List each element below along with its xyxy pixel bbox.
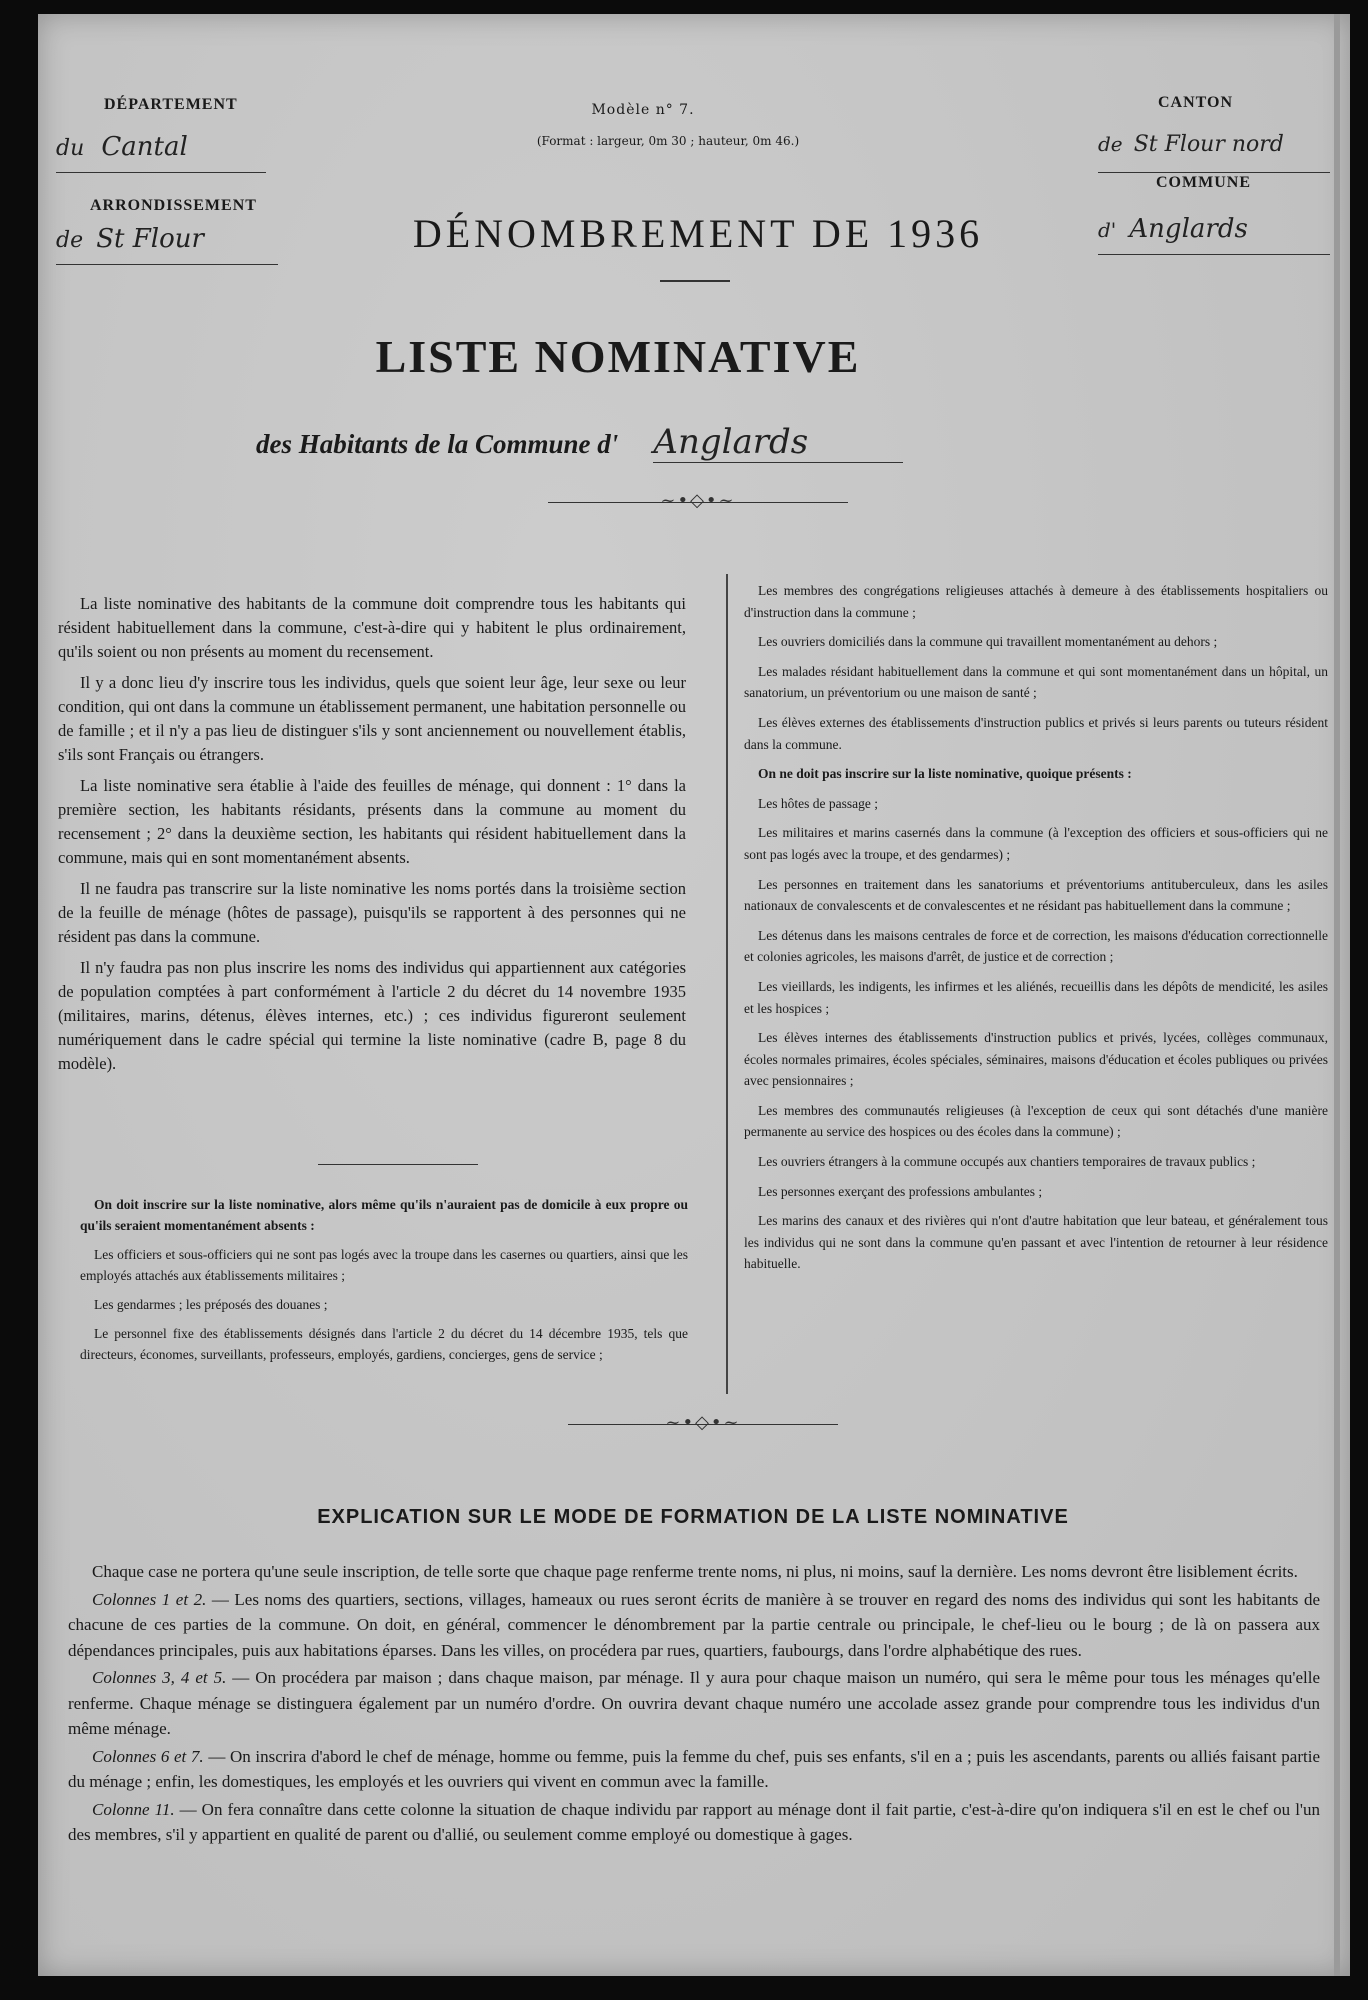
- explication-item: [68, 1797, 1320, 1848]
- explication-item-text: — On procédera par maison ; dans chaque maison, par ménage. Il y aura pour chaque maison un numéro, qui sera le même pour tous les ménages qu'elle renferme. Chaque ménage se distinguera également par un numéro d'ordre. On ouvrira devant chaque numéro une accolade assez grande pour comprendre tous les individus d'un même ménage.: [68, 1668, 1320, 1738]
- left-small-paragraph: Les gendarmes ; les préposés des douanes ;: [94, 1297, 328, 1312]
- title-underline: [660, 280, 730, 282]
- left-column-main: [58, 592, 686, 1083]
- right-paragraph: Les malades résidant habituellement dans la commune et qui sont momentanément dans un hôpital, un sanatorium, un préventorium ou une maison de santé ;: [744, 663, 1328, 701]
- right-paragraph: Les ouvriers étrangers à la commune occupés aux chantiers temporaires de travaux publics ;: [758, 1154, 1256, 1170]
- format-note: (Format : largeur, 0m 30 ; hauteur, 0m 46.): [536, 134, 800, 148]
- departement-value: Cantal: [101, 132, 188, 162]
- explication-item-label: Colonnes 3, 4 et 5.: [92, 1668, 227, 1687]
- right-paragraph: Les membres des communautés religieuses (à l'exception de ceux qui sont détachés d'une manière permanente au service des hospices ou des écoles dans la commune) ;: [744, 1102, 1328, 1140]
- explication-item: [68, 1665, 1320, 1742]
- explication-body: [68, 1559, 1320, 1850]
- page-edge: [1334, 14, 1340, 1976]
- subtitle-commune: Anglards: [653, 422, 903, 463]
- column-divider: [726, 574, 728, 1394]
- left-paragraph: Il ne faudra pas transcrire sur la liste nominative les noms portés dans la troisième section de la feuille de ménage (hôtes de passage), puisqu'ils se rapportent à des personnes qui ne résident pas dans la commune.: [58, 879, 686, 946]
- main-title: DÉNOMBREMENT DE 1936: [412, 211, 984, 256]
- explication-item-text: — On inscrira d'abord le chef de ménage, homme ou femme, puis la femme du chef, puis ses enfants, s'il en a ; puis les ascendants, parents ou alliés faisant partie du ménage ; enfin, les domestiques, les employés et les ouvriers qui vivent en commun avec la famille.: [68, 1746, 1320, 1791]
- left-paragraph: Il n'y faudra pas non plus inscrire les noms des individus qui appartiennent aux catégories de population comptées à part conformément à l'article 2 du décret du 14 novembre 1935 (militaires, marins, détenus, élèves internes, etc.) ; ces individus figureront seulement numériquement dans le cadre spécial qui termine la liste nominative (cadre B, page 8 du modèle).: [58, 958, 686, 1073]
- right-heading: On ne doit pas inscrire sur la liste nominative, quoique présents :: [758, 766, 1132, 782]
- departement-label: DÉPARTEMENT: [104, 96, 238, 113]
- explication-item-label: Colonne 11.: [92, 1799, 175, 1819]
- right-paragraph: Les détenus dans les maisons centrales de force et de correction, les maisons d'éducation correctionnelle et colonies agricoles, les maisons d'arrêt, de justice et de correction ;: [744, 927, 1328, 965]
- commune-field: [1098, 214, 1330, 255]
- right-paragraph: Les vieillards, les indigents, les infirmes et les aliénés, recueillis dans les dépôts de mendicité, les asiles et les hospices ;: [744, 978, 1328, 1016]
- modele-number: Modèle n° 7.: [591, 102, 695, 118]
- subtitle-line: [256, 422, 1156, 468]
- explication-item: [68, 1744, 1320, 1795]
- explication-item-text: — On fera connaître dans cette colonne la situation de chaque individu par rapport au ménage dont il fait partie, c'est-à-dire qu'on indiquera s'il en est le chef ou l'un des membres, s'il y appartient en qualité de parent ou d'allié, ou seulement comme employé ou domestique à gages.: [68, 1799, 1320, 1844]
- departement-prefix: du: [56, 136, 85, 161]
- right-paragraph: Les personnes exerçant des professions ambulantes ;: [758, 1183, 1043, 1199]
- canton-field: [1098, 132, 1330, 173]
- right-paragraph: Les hôtes de passage ;: [758, 795, 878, 811]
- right-paragraph: Les ouvriers domiciliés dans la commune qui travaillent momentanément au dehors ;: [758, 634, 1218, 650]
- canton-value: St Flour nord: [1133, 132, 1284, 157]
- explication-intro: Chaque case ne portera qu'une seule inscription, de telle sorte que chaque page renferme trente noms, ni plus, ni moins, sauf la dernière. Les noms devront être lisiblement écrits.: [92, 1562, 1298, 1581]
- ornament-top-line: [548, 502, 848, 503]
- right-column: [744, 580, 1328, 1283]
- ornament-top: [538, 490, 858, 511]
- explication-item-label: Colonnes 6 et 7.: [92, 1746, 204, 1766]
- departement-field: [56, 132, 266, 173]
- explication-item-text: — Les noms des quartiers, sections, villages, hameaux ou rues seront écrits de manière à se trouver en regard des noms des individus qui sont les habitants de chacune de ces parties de la commune. On doit, en général, commencer le dénombrement par la partie centrale ou principale, le chef-lieu ou le bourg ; de là on passera aux dépendances principales, puis aux habitations éparses. Dans les villes, on procédera par rues, quartiers, faubourgs, dans l'ordre alphabétique des rues.: [68, 1589, 1320, 1660]
- commune-value: Anglards: [1129, 214, 1248, 244]
- right-paragraph: Les élèves internes des établissements d'instruction publics et privés, lycées, collèges communaux, écoles normales primaires, écoles spéciales, séminaires, maisons d'éducation et écoles publiques ou privées avec pensionnaires ;: [744, 1030, 1328, 1089]
- right-paragraph: Les marins des canaux et des rivières qui n'ont d'autre habitation que leur bateau, et généralement tous les individus qui ne sont dans la commune qu'en passant et avec l'intention de retourner à leur résidence habituelle.: [744, 1213, 1328, 1272]
- commune-label: COMMUNE: [1156, 174, 1251, 191]
- canton-prefix: de: [1098, 132, 1123, 156]
- ornament-middle: [628, 1412, 778, 1433]
- ornament-top-glyph: ~•◇•~: [660, 490, 736, 511]
- explication-item-label: Colonnes 1 et 2.: [92, 1589, 207, 1609]
- right-paragraph: Les personnes en traitement dans les sanatoriums et préventoriums antituberculeux, dans les asiles nationaux de convalescents et de convalescentes et ne résidant pas habituellement dans la commune ;: [744, 876, 1328, 914]
- ornament-middle-glyph: ~•◇•~: [665, 1412, 741, 1433]
- left-small-paragraph: Le personnel fixe des établissements désignés dans l'article 2 du décret du 14 décembre 1935, tels que directeurs, économes, surveillants, professeurs, employés, gardiens, concierges, gens de service ;: [80, 1326, 688, 1362]
- arrondissement-prefix: de: [56, 228, 84, 253]
- liste-nominative-title: LISTE NOMINATIVE: [375, 331, 861, 382]
- left-paragraph: Il y a donc lieu d'y inscrire tous les individus, quels que soient leur âge, leur sexe ou leur condition, qui ont dans la commune un établissement permanent, une habitation personnelle ou de famille ; et il n'y a pas lieu de distinguer s'ils y sont anciennement ou nouvellement établis, s'ils sont Français ou étrangers.: [58, 673, 686, 764]
- right-paragraph: Les militaires et marins casernés dans la commune (à l'exception des officiers et sous-officiers qui ne sont pas logés avec la troupe, et des gendarmes) ;: [744, 825, 1328, 862]
- left-paragraph: La liste nominative des habitants de la commune doit comprendre tous les habitants qui résident habituellement dans la commune, c'est-à-dire qui y habitent le plus ordinairement, qu'ils soient ou non présents au moment du recensement.: [58, 594, 686, 661]
- explication-title: EXPLICATION SUR LE MODE DE FORMATION DE LA LISTE NOMINATIVE: [317, 1506, 1069, 1528]
- arrondissement-label: ARRONDISSEMENT: [90, 197, 257, 214]
- right-paragraph: Les membres des congrégations religieuses attachés à demeure à des établissements hospitaliers ou d'instruction dans la commune ;: [744, 583, 1328, 620]
- left-column-small: [80, 1194, 688, 1373]
- census-form-page: [38, 14, 1350, 1976]
- subtitle: des Habitants de la Commune d': [256, 429, 619, 459]
- commune-prefix: d': [1098, 218, 1117, 242]
- left-separator: [318, 1164, 478, 1165]
- left-paragraph: La liste nominative sera établie à l'aide des feuilles de ménage, qui donnent : 1° dans la première section, les habitants résidants, présents dans la commune au moment du recensement ; 2° dans la deuxième section, les habitants qui résident habituellement dans la commune, mais qui en sont momentanément absents.: [58, 776, 686, 867]
- arrondissement-field: [56, 224, 278, 265]
- arrondissement-value: St Flour: [96, 224, 204, 254]
- left-small-heading: On doit inscrire sur la liste nominative, alors même qu'ils n'auraient pas de domicile à eux propre ou qu'ils seraient momentanément absents :: [80, 1197, 688, 1233]
- left-small-paragraph: Les officiers et sous-officiers qui ne sont pas logés avec la troupe dans les casernes ou quartiers, ainsi que les employés attachés aux établissements militaires ;: [80, 1247, 688, 1283]
- canton-label: CANTON: [1158, 94, 1234, 111]
- right-paragraph: Les élèves externes des établissements d'instruction publics et privés si leurs parents ou tuteurs résident dans la commune.: [744, 714, 1328, 752]
- explication-item: [68, 1587, 1320, 1664]
